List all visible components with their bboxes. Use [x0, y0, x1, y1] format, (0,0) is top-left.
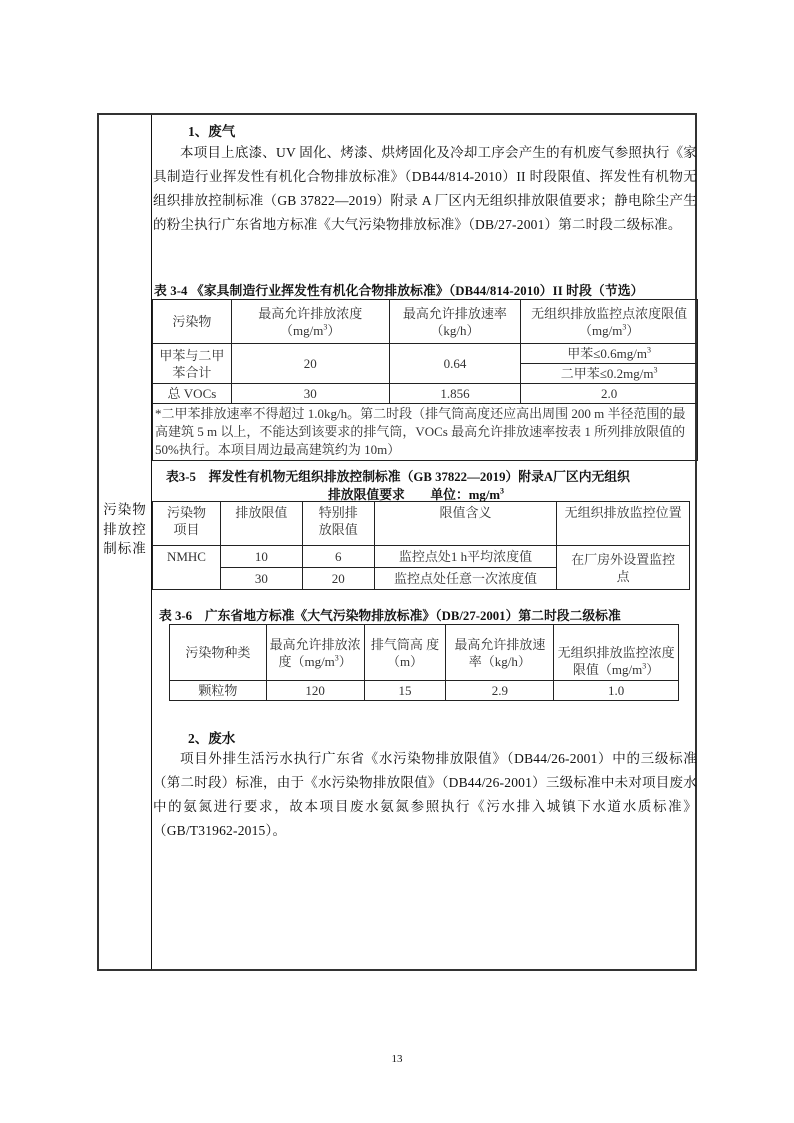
table-3-4-header: 无组织排放监控点浓度限值$(mg/m^3)$ — [521, 300, 698, 344]
table-cell: 30 — [231, 384, 389, 404]
table-3-6-header: 无组织排放监控浓度限值$(mg/m^3)$ — [554, 625, 679, 681]
table-3-6 — [169, 624, 679, 701]
table-cell: 20 — [231, 344, 389, 384]
table-cell: 总 VOCs — [153, 384, 232, 404]
table-3-5-caption-line2: 排放限值要求 单位：$mg/m^3$ — [328, 486, 505, 502]
table-cell: 120 — [266, 681, 364, 701]
table-3-5-header: 无组织排放监控位置 — [557, 502, 690, 546]
table-cell: 二甲苯$\le 0.2mg/m^3$ — [521, 364, 698, 384]
waste-water-paragraph: 项目外排生活污水执行广东省《水污染物排放限值》（DB44/26-2001）中的三级标准（第二时段）标准，由于《水污染物排放限值》（DB44/26-2001）三级标准中未对项目废水中的氨氮进行要求，故本项目废水氨氮参照执行《污水排入城镇下水道水质标准》（GB/T31962-2015）。 — [153, 751, 697, 838]
table-cell: 15 — [364, 681, 446, 701]
table-cell: 2.0 — [521, 384, 698, 404]
table-3-6-header: 排气筒高 度（m） — [364, 625, 446, 681]
table-3-6-header: 最高允许排放浓度$(mg/m^3)$ — [266, 625, 364, 681]
table-3-6-header: 最高允许排放速率（kg/h） — [446, 625, 554, 681]
table-row — [153, 384, 698, 404]
table-3-5-caption-line1: 表3-5 挥发性有机物无组织排放控制标准（GB 37822—2019）附录A厂区内无组织 — [166, 470, 630, 484]
table-row — [153, 546, 690, 568]
table-3-4-caption: 表 3-4 《家具制造行业挥发性有机化合物排放标准》（DB44/814-2010）II 时段（节选） — [154, 284, 644, 298]
table-3-4-header: 污染物 — [153, 300, 232, 344]
table-cell: 1.856 — [389, 384, 521, 404]
table-3-4 — [152, 299, 698, 461]
table-row — [153, 344, 698, 364]
table-cell: 监控点处任意一次浓度值 — [374, 568, 557, 590]
table-3-6-header: 污染物种类 — [170, 625, 267, 681]
category-column — [99, 115, 152, 969]
table-cell: 20 — [302, 568, 374, 590]
table-cell: NMHC — [153, 546, 221, 590]
table-cell: 监控点处1 h平均浓度值 — [374, 546, 557, 568]
table-3-5 — [152, 501, 690, 590]
standards-frame — [97, 113, 697, 971]
table-3-5-header: 污染物项目 — [153, 502, 221, 546]
table-cell: 6 — [302, 546, 374, 568]
table-row — [170, 681, 679, 701]
table-cell: 30 — [220, 568, 302, 590]
table-3-5-header: 特别排放限值 — [302, 502, 374, 546]
table-3-5-header: 限值含义 — [374, 502, 557, 546]
table-cell: 2.9 — [446, 681, 554, 701]
table-cell: 甲苯与二甲苯合计 — [153, 344, 232, 384]
table-3-4-header: 最高允许排放浓度$(mg/m^3)$ — [231, 300, 389, 344]
table-3-6-caption: 表 3-6 广东省地方标准《大气污染物排放标准》（DB/27-2001）第二时段二级标准 — [159, 609, 621, 623]
table-cell: 在厂房外设置监控点 — [557, 546, 690, 590]
category-label: 污染物排放控制标准 — [103, 502, 147, 556]
table-cell: 甲苯$\le 0.6mg/m^3$ — [521, 344, 698, 364]
table-3-4-header: 最高允许排放速率（kg/h） — [389, 300, 521, 344]
table-3-5-header: 排放限值 — [220, 502, 302, 546]
section-heading-waste-water: 2、废水 — [188, 731, 236, 746]
waste-gas-paragraph: 本项目上底漆、UV 固化、烤漆、烘烤固化及冷却工序会产生的有机废气参照执行《家具制造行业挥发性有机化合物排放标准》（DB44/814-2010）II 时段限值、挥发性有机物无组织排放控制标准（GB 37822—2019）附录 A 厂区内无组织排放限值要求；静电除尘产生的粉尘执行广东省地方标准《大气污染物排放标准》（DB/27-2001）第二时段二级标准。 — [153, 145, 697, 232]
table-3-4-note: *二甲苯排放速率不得超过 1.0kg/h。第二时段（排气筒高度还应高出周围 200 m 半径范围的最高建筑 5 m 以上，不能达到该要求的排气筒，VOCs 最高允许排放速率按表 1 所列排放限值的 50%执行。本项目周边最高建筑约为 10m） — [153, 404, 698, 461]
table-cell: 0.64 — [389, 344, 521, 384]
table-note-row — [153, 404, 698, 461]
table-cell: 颗粒物 — [170, 681, 267, 701]
table-cell: 1.0 — [554, 681, 679, 701]
table-cell: 10 — [220, 546, 302, 568]
section-heading-waste-gas: 1、废气 — [188, 124, 236, 139]
page-number: 13 — [391, 1053, 403, 1065]
